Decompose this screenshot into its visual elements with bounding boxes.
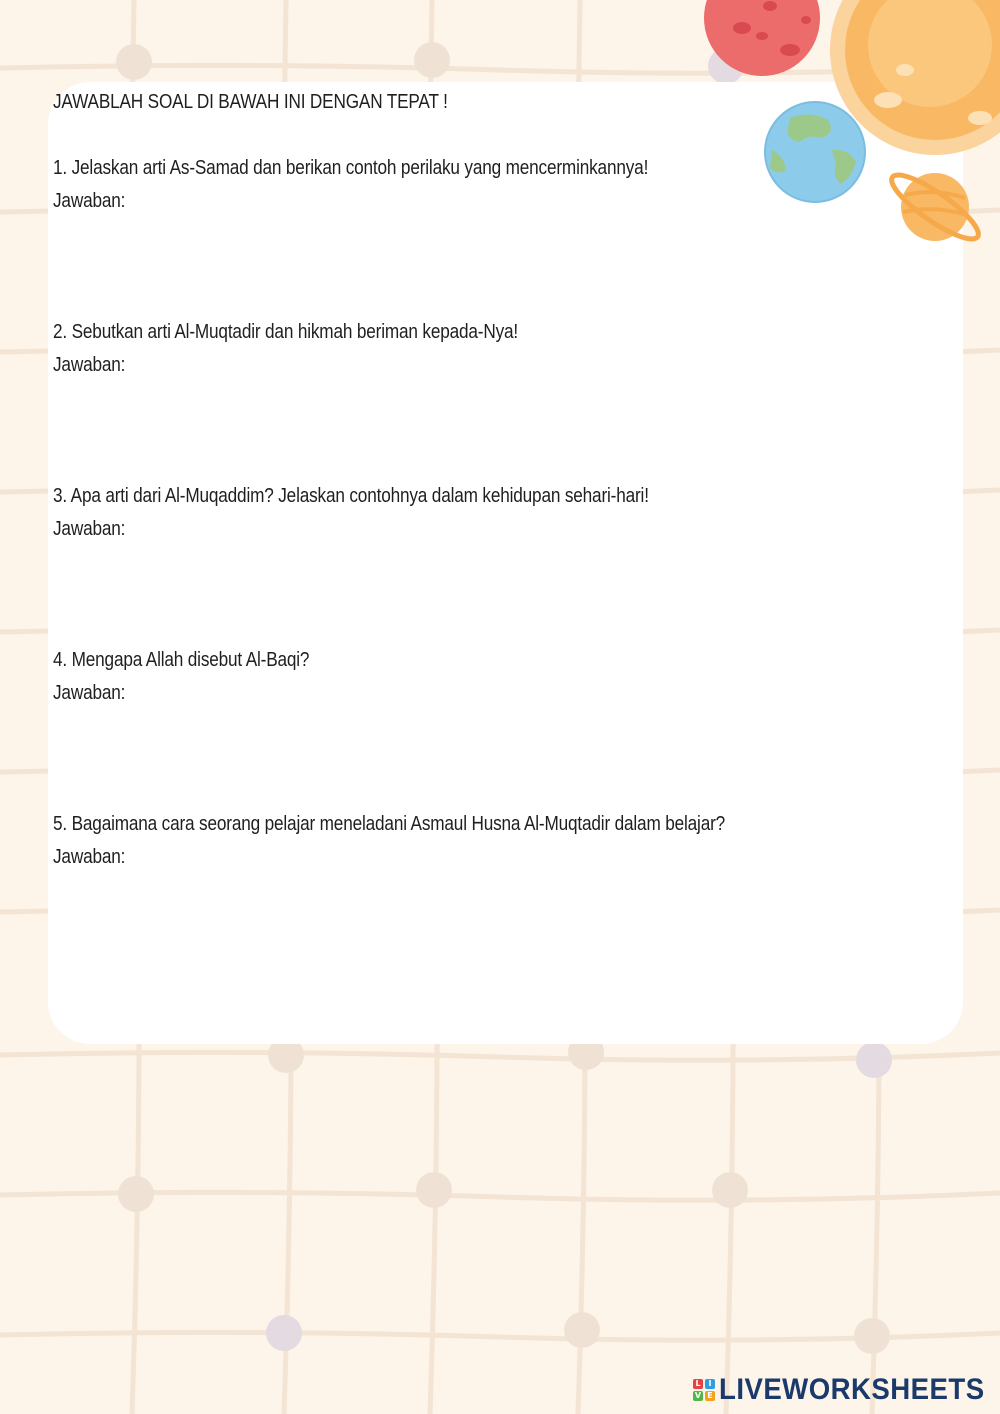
answer-label-4: Jawaban: — [53, 682, 126, 704]
brand-name: LIVEWORKSHEETS — [719, 1373, 985, 1406]
answer-label-5: Jawaban: — [53, 846, 126, 868]
instruction-heading: JAWABLAH SOAL DI BAWAH INI DENGAN TEPAT ! — [53, 91, 448, 113]
liveworksheets-brand[interactable] — [693, 1374, 1000, 1406]
answer-label-1: Jawaban: — [53, 190, 126, 212]
question-2: 2. Sebutkan arti Al-Muqtadir dan hikmah beriman kepada-Nya! — [53, 321, 519, 343]
question-3: 3. Apa arti dari Al-Muqaddim? Jelaskan contohnya dalam kehidupan sehari-hari! — [53, 485, 649, 507]
question-1: 1. Jelaskan arti As-Samad dan berikan contoh perilaku yang mencerminkannya! — [53, 157, 649, 179]
logo-letter-v: V — [694, 1391, 702, 1400]
answer-label-3: Jawaban: — [53, 518, 126, 540]
question-5: 5. Bagaimana cara seorang pelajar meneladani Asmaul Husna Al-Muqtadir dalam belajar? — [53, 813, 726, 835]
logo-letter-e: E — [705, 1391, 715, 1401]
logo-letter-i: I — [705, 1379, 715, 1389]
liveworksheets-logo-icon — [693, 1379, 715, 1401]
logo-letter-l: L — [693, 1379, 703, 1389]
question-4: 4. Mengapa Allah disebut Al-Baqi? — [53, 649, 310, 671]
answer-label-2: Jawaban: — [53, 354, 126, 376]
